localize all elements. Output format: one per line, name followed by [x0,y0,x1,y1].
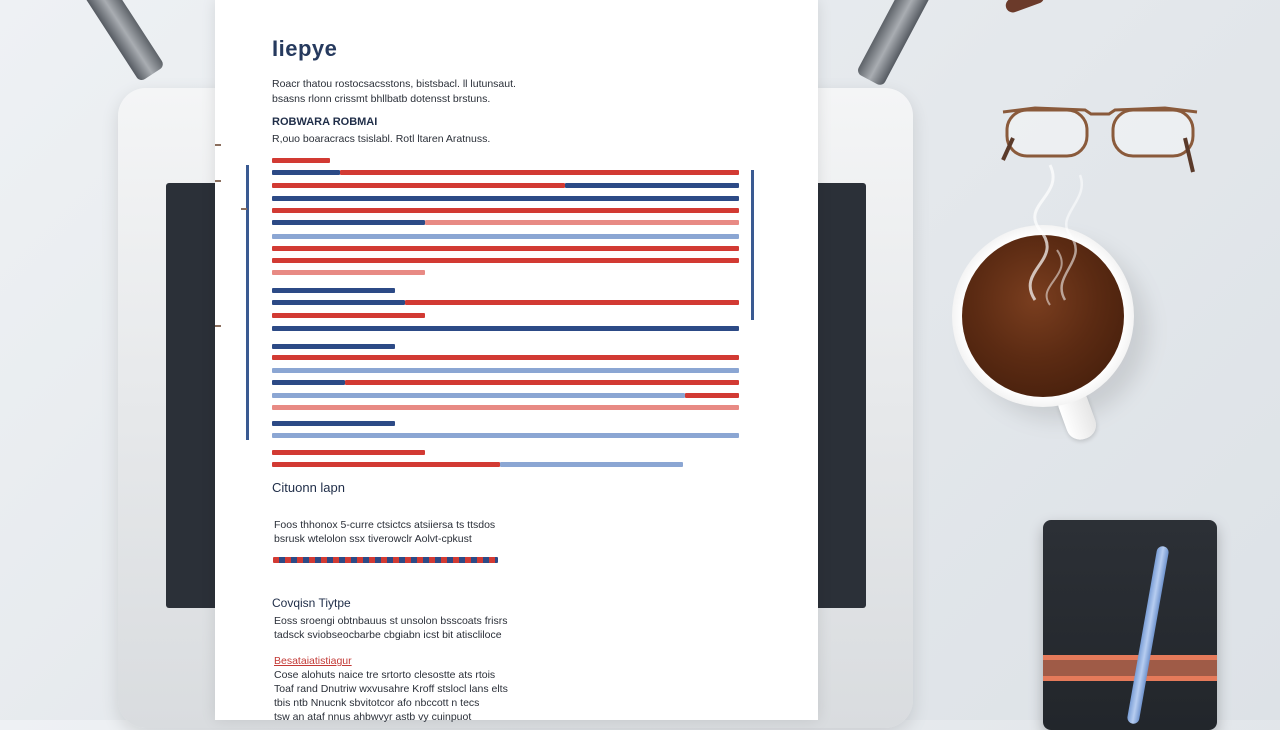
subheading-line: R,ouo boaracracs tsislabl. Rotl ltaren Aratnuss. [272,133,491,145]
chart-bar [272,380,345,385]
section2-title: Covqisn Tiytpe [272,596,351,610]
chart-bar [340,170,739,175]
subheading: ROBWARA ROBMAI [272,116,378,128]
chart-bar [685,393,739,398]
laptop-hinge-right [856,0,935,87]
chart-bar [272,421,395,426]
chart-bar [565,183,739,188]
chart-bar [272,258,739,263]
chart-bar [272,220,425,225]
chart-bar [272,344,395,349]
section1-line-1: Foos thhonox 5-curre ctsictcs atsiiersa ts ttsdos [274,519,496,531]
document-title: Iiepye [272,36,338,61]
intro-line-2: bsasns rlonn crissmt bhllbatb dotensst brstuns. [272,93,491,105]
steam [995,150,1125,310]
chart-bar [345,380,739,385]
margin-tick [215,325,221,327]
section3-line-4: tsw an ataf nnus ahbwvyr astb vy cuinpuot [274,711,472,723]
chart-bar [272,300,405,305]
notebook-band-shade [1043,660,1217,676]
document [215,0,818,723]
section1-line-2: bsrusk wtelolon ssx tiverowclr Aolvt-cpkust [274,533,472,545]
chart-bar [500,462,683,467]
chart-bar [272,170,340,175]
laptop-screen-right [814,183,866,608]
pen-top [1004,0,1046,14]
chart-bar [272,326,739,331]
chart-bar [272,433,739,438]
chart-bar [405,300,739,305]
section3-line-2: Toaf rand Dnutriw wxvusahre Kroff stslocl lans elts [274,683,508,695]
intro-line-1: Roacr thatou rostocsacsstons, bistsbacl. ll lutunsaut. [272,78,516,90]
chart-bar [272,368,739,373]
chart-bar [272,355,739,360]
section1-title: Cituonn lapn [272,480,345,495]
chart-bar [425,220,739,225]
chart-bar [272,313,425,318]
chart-bar [272,270,425,275]
section2-line-2: tadsck sviobseocbarbe cbgiabn icst bit atiscliloce [274,629,502,641]
chart-bar [272,158,330,163]
laptop-screen-left [166,183,218,608]
chart-bar [272,234,739,239]
chart-bar [272,288,395,293]
chart-bar [272,405,739,410]
section3-line-1: Cose alohuts naice tre srtorto clesostte ats rtois [274,669,496,681]
chart-bar [272,462,500,467]
chart-bar [272,183,565,188]
chart-rule-left [246,165,249,440]
section1-divider [273,557,498,563]
section3-line-3: tbis ntb Nnucnk sbvitotcor afo nbccott n tecs [274,697,480,709]
margin-tick [241,208,247,210]
laptop-hinge-left [80,0,165,82]
chart-bar [272,450,425,455]
section2-line-1: Eoss sroengi obtnbauus st unsolon bsscoats frisrs [274,615,508,627]
section3-title: Besataiatistiagur [274,655,352,667]
chart-bar [272,393,685,398]
chart-bar [272,196,739,201]
margin-tick [215,180,221,182]
chart-rule-right [751,170,754,320]
chart-bar [272,208,739,213]
margin-tick [215,144,221,146]
chart-bar [272,246,739,251]
